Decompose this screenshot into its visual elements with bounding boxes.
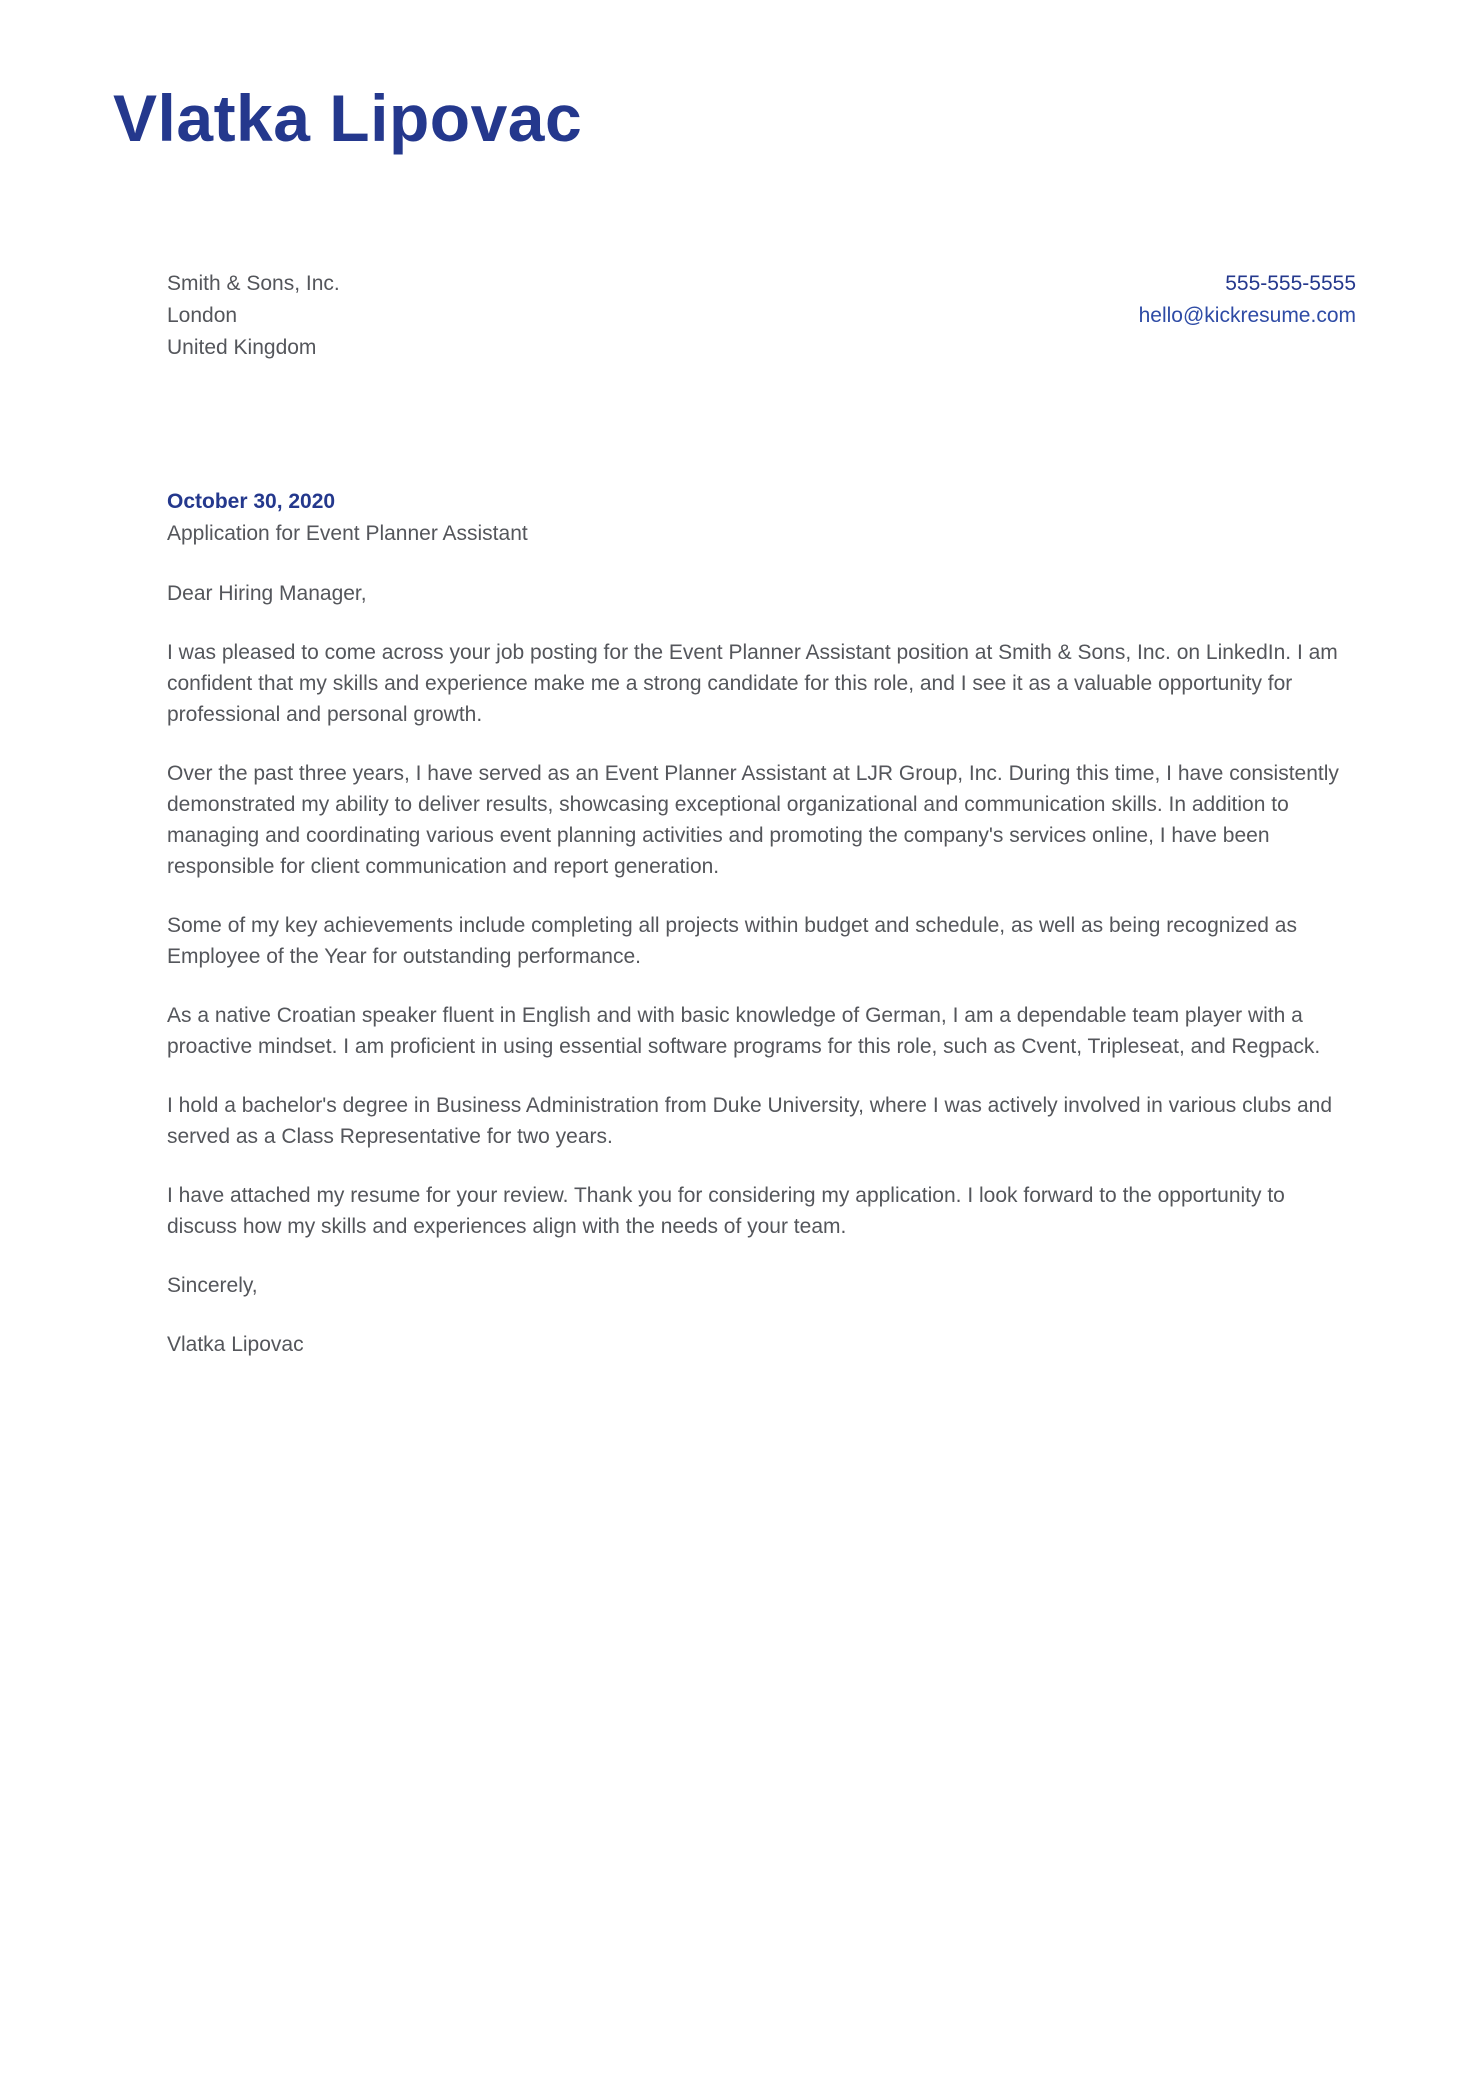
salutation: Dear Hiring Manager, [167, 582, 367, 605]
phone-number: 555-555-5555 [1225, 272, 1356, 295]
closing: Sincerely, [167, 1274, 258, 1297]
body-paragraph: Over the past three years, I have served as an Event Planner Assistant at LJR Group, Inc. During this time, I have consistently demonstrated my ability to deliver results, showcasing exceptional organizational and communication skills. In addition to managing and coordinating various event planning activities and promoting the company's services online, I have been responsible for client communication and report generation. [167, 762, 1339, 878]
recipient-country: United Kingdom [167, 336, 317, 359]
address-row [167, 268, 1356, 364]
body-paragraph: I have attached my resume for your review. Thank you for considering my application. I look forward to the opportunity to discuss how my skills and experiences align with the needs of your team. [167, 1184, 1285, 1238]
letter-date: October 30, 2020 [167, 490, 336, 513]
body-paragraph: Some of my key achievements include completing all projects within budget and schedule, as well as being recognized as Employee of the Year for outstanding performance. [167, 914, 1297, 968]
body-paragraph: As a native Croatian speaker fluent in English and with basic knowledge of German, I am a dependable team player with a proactive mindset. I am proficient in using essential software programs for this role, such as Cvent, Tripleseat, and Regpack. [167, 1004, 1321, 1058]
recipient-city: London [167, 304, 238, 327]
recipient-address [167, 268, 340, 364]
letter-subject: Application for Event Planner Assistant [167, 522, 528, 545]
letter-body [167, 268, 1356, 1360]
sender-contact [1139, 268, 1356, 332]
page-title: Vlatka Lipovac [113, 81, 583, 155]
signature: Vlatka Lipovac [167, 1333, 304, 1356]
email-link[interactable]: hello@kickresume.com [1138, 304, 1356, 327]
body-paragraph: I was pleased to come across your job posting for the Event Planner Assistant position at Smith & Sons, Inc. on LinkedIn. I am confident that my skills and experience make me a strong candidate for this role, and I see it as a valuable opportunity for professional and personal growth. [167, 641, 1338, 726]
body-paragraph: I hold a bachelor's degree in Business Administration from Duke University, where I was actively involved in various clubs and served as a Class Representative for two years. [167, 1094, 1333, 1148]
recipient-company: Smith & Sons, Inc. [167, 272, 340, 295]
